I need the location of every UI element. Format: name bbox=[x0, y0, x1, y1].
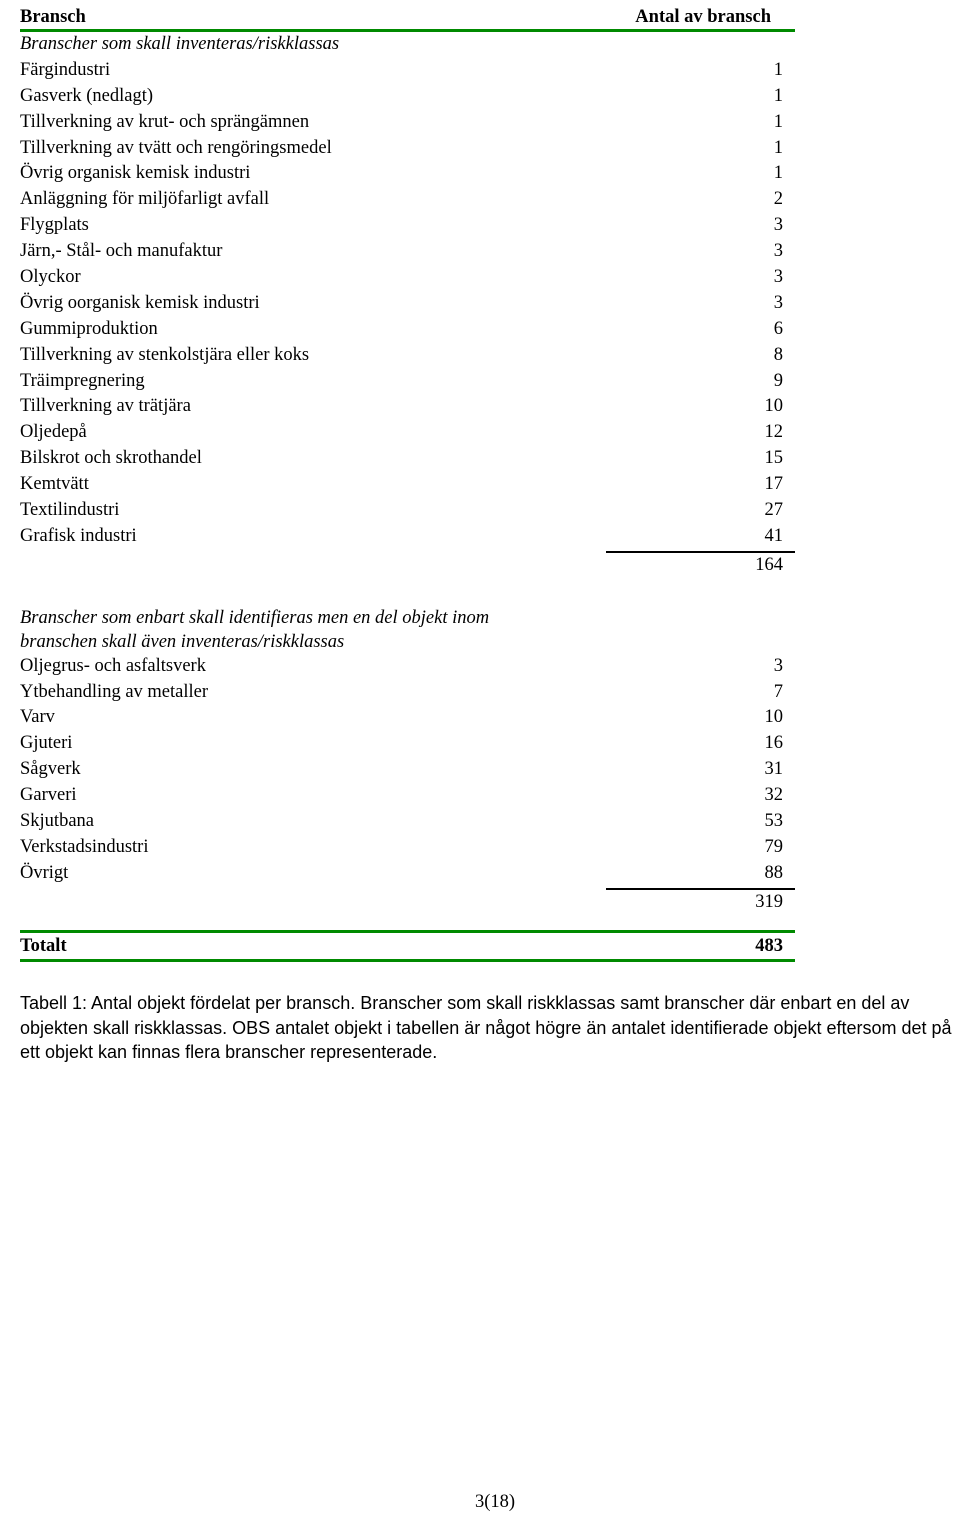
industry-name: Tillverkning av trätjära bbox=[20, 396, 191, 417]
industry-name: Oljedepå bbox=[20, 422, 87, 443]
industry-count: 1 bbox=[773, 137, 783, 158]
industry-name: Olyckor bbox=[20, 267, 81, 288]
industry-count: 27 bbox=[764, 500, 783, 521]
industry-name: Varv bbox=[20, 707, 55, 728]
industry-count: 10 bbox=[764, 707, 783, 728]
industry-name: Övrig oorganisk kemisk industri bbox=[20, 292, 260, 313]
industry-count: 1 bbox=[773, 111, 783, 132]
industry-count: 2 bbox=[773, 189, 783, 210]
industry-table bbox=[20, 4, 795, 962]
table-row bbox=[20, 291, 795, 317]
table-row bbox=[20, 524, 795, 550]
table-row bbox=[20, 136, 795, 162]
subtotal-2-value: 319 bbox=[755, 891, 783, 912]
total-row bbox=[20, 933, 795, 959]
industry-name: Verkstadsindustri bbox=[20, 836, 149, 857]
table-row bbox=[20, 265, 795, 291]
page-number: 3(18) bbox=[474, 1492, 516, 1512]
table-row bbox=[20, 861, 795, 887]
industry-count: 8 bbox=[773, 344, 783, 365]
table-caption: Tabell 1: Antal objekt fördelat per bransch. Branscher som skall riskklassas samt branscher där enbart en del av objekten skall riskklassas. OBS antalet objekt i tabellen är något högre än antalet identifierade objekt eftersom det på ett objekt kan finnas flera branscher representerade. bbox=[20, 993, 952, 1062]
table-row bbox=[20, 187, 795, 213]
industry-count: 3 bbox=[773, 292, 783, 313]
industry-count: 3 bbox=[773, 215, 783, 236]
industry-count: 3 bbox=[773, 241, 783, 262]
industry-count: 10 bbox=[764, 396, 783, 417]
table-row bbox=[20, 835, 795, 861]
industry-name: Färgindustri bbox=[20, 59, 111, 80]
table-row bbox=[20, 369, 795, 395]
section-1-heading-text: Branscher som skall inventeras/riskklassas bbox=[20, 34, 340, 54]
table-row bbox=[20, 394, 795, 420]
industry-name: Järn,- Stål- och manufaktur bbox=[20, 241, 223, 262]
industry-count: 17 bbox=[764, 474, 783, 495]
industry-name: Tillverkning av stenkolstjära eller koks bbox=[20, 344, 310, 365]
table-row bbox=[20, 446, 795, 472]
column-header-bransch: Bransch bbox=[20, 7, 86, 27]
industry-count: 16 bbox=[764, 733, 783, 754]
table-row bbox=[20, 317, 795, 343]
industry-count: 12 bbox=[764, 422, 783, 443]
section-1-heading bbox=[20, 32, 795, 58]
industry-count: 9 bbox=[773, 370, 783, 391]
industry-name: Textilindustri bbox=[20, 500, 120, 521]
industry-count: 53 bbox=[764, 811, 783, 832]
total-label: Totalt bbox=[20, 935, 67, 956]
industry-name: Tillverkning av krut- och sprängämnen bbox=[20, 111, 310, 132]
industry-name: Övrigt bbox=[20, 862, 69, 883]
column-header-antal: Antal av bransch bbox=[635, 7, 771, 27]
industry-count: 3 bbox=[773, 267, 783, 288]
industry-name: Gummiproduktion bbox=[20, 318, 158, 339]
table-row bbox=[20, 343, 795, 369]
industry-name: Garveri bbox=[20, 785, 77, 806]
table-row bbox=[20, 58, 795, 84]
industry-count: 1 bbox=[773, 163, 783, 184]
table-row bbox=[20, 161, 795, 187]
industry-count: 1 bbox=[773, 85, 783, 106]
industry-name: Kemtvätt bbox=[20, 474, 89, 495]
industry-name: Bilskrot och skrothandel bbox=[20, 448, 202, 469]
industry-name: Grafisk industri bbox=[20, 525, 137, 546]
section-2-rows bbox=[20, 654, 795, 887]
industry-count: 31 bbox=[764, 759, 783, 780]
subtotal-1-value: 164 bbox=[755, 554, 783, 575]
industry-name: Ytbehandling av metaller bbox=[20, 681, 209, 702]
industry-count: 32 bbox=[764, 785, 783, 806]
table-row bbox=[20, 420, 795, 446]
subtotal-2-row bbox=[20, 890, 795, 916]
table-header bbox=[20, 4, 795, 30]
industry-name: Övrig organisk kemisk industri bbox=[20, 163, 251, 184]
table-row bbox=[20, 239, 795, 265]
industry-count: 1 bbox=[773, 59, 783, 80]
industry-count: 41 bbox=[764, 525, 783, 546]
industry-count: 88 bbox=[764, 862, 783, 883]
industry-name: Oljegrus- och asfaltsverk bbox=[20, 655, 206, 676]
section-2-heading bbox=[20, 606, 795, 654]
table-row bbox=[20, 498, 795, 524]
industry-name: Gjuteri bbox=[20, 733, 73, 754]
industry-count: 79 bbox=[764, 836, 783, 857]
table-row bbox=[20, 705, 795, 731]
table-row bbox=[20, 213, 795, 239]
total-value: 483 bbox=[755, 935, 783, 956]
subtotal-1-row bbox=[20, 553, 795, 579]
table-row bbox=[20, 680, 795, 706]
section-1-rows bbox=[20, 58, 795, 550]
section-2-heading-line1: Branscher som enbart skall identifieras men en del objekt inom bbox=[20, 607, 490, 628]
industry-count: 7 bbox=[773, 681, 783, 702]
table-row bbox=[20, 654, 795, 680]
table-row bbox=[20, 472, 795, 498]
table-row bbox=[20, 731, 795, 757]
table-row bbox=[20, 809, 795, 835]
table-row bbox=[20, 110, 795, 136]
industry-name: Sågverk bbox=[20, 759, 81, 780]
table-row bbox=[20, 783, 795, 809]
total-bottom-rule bbox=[20, 959, 795, 962]
table-row bbox=[20, 84, 795, 110]
industry-count: 6 bbox=[773, 318, 783, 339]
industry-name: Anläggning för miljöfarligt avfall bbox=[20, 189, 270, 210]
industry-name: Träimpregnering bbox=[20, 370, 145, 391]
table-row bbox=[20, 757, 795, 783]
industry-count: 3 bbox=[773, 655, 783, 676]
industry-name: Flygplats bbox=[20, 215, 89, 236]
industry-count: 15 bbox=[764, 448, 783, 469]
industry-name: Skjutbana bbox=[20, 811, 94, 832]
industry-name: Gasverk (nedlagt) bbox=[20, 85, 154, 106]
industry-name: Tillverkning av tvätt och rengöringsmedel bbox=[20, 137, 332, 158]
section-2-heading-line2: branschen skall även inventeras/riskklassas bbox=[20, 631, 345, 652]
